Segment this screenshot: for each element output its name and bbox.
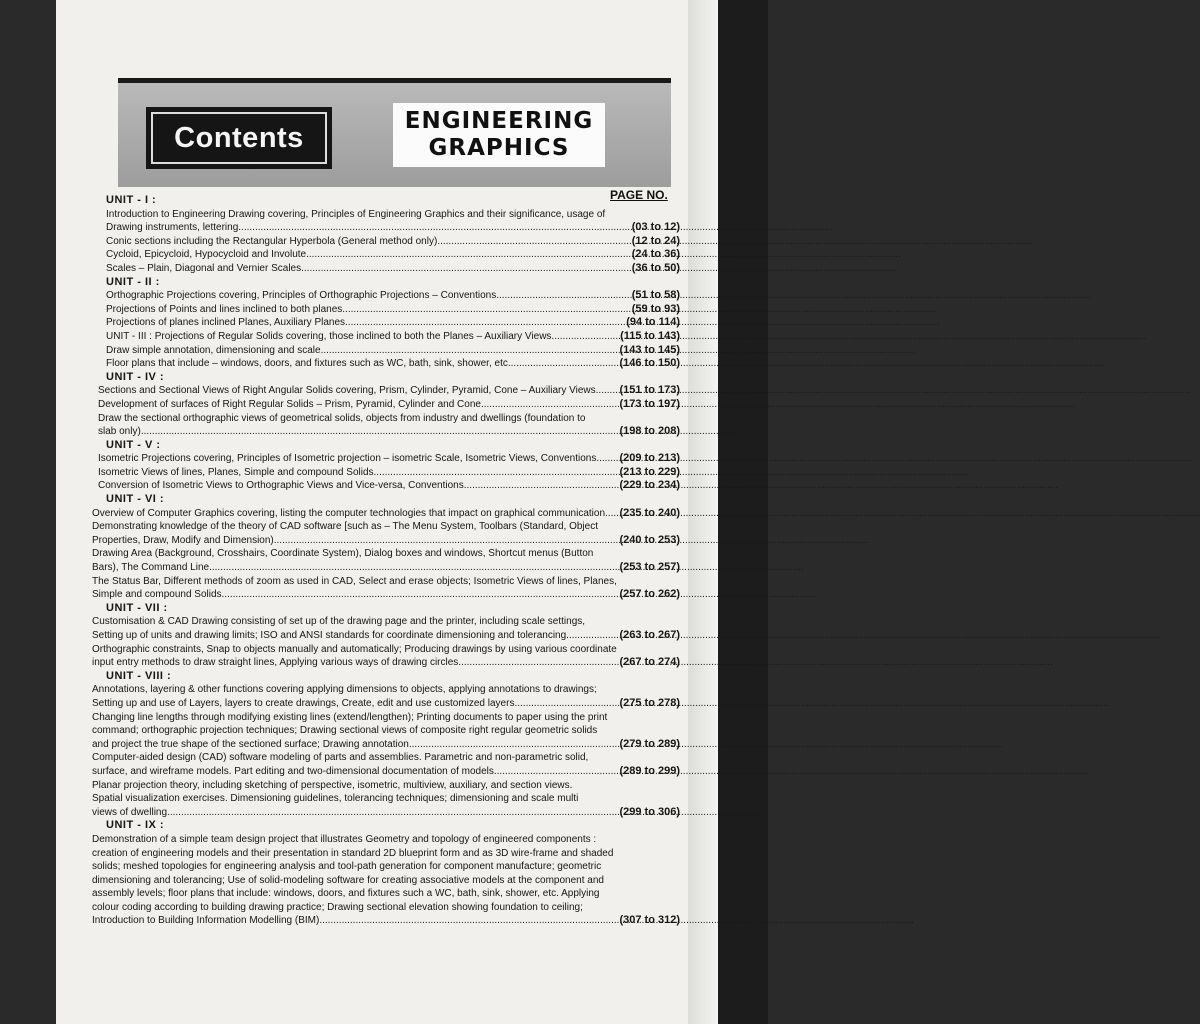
leader-dots xyxy=(274,534,618,548)
toc-entry-pages: (213 to 229) xyxy=(619,465,680,478)
toc-entry-text: Development of surfaces of Right Regular Solids – Prism, Pyramid, Cylinder and Cone xyxy=(98,398,481,410)
toc-entry-pages: (173 to 197) xyxy=(619,397,680,410)
toc-entry-lead: Draw the sectional orthographic views of geometrical solids, objects from industry and dwellings (foundation to xyxy=(98,412,586,424)
contents-label: Contents xyxy=(174,121,304,154)
unit-heading: UNIT - IV : xyxy=(106,370,165,383)
toc-entry xyxy=(88,235,680,249)
leader-dots xyxy=(481,398,618,412)
toc-entry xyxy=(88,833,680,928)
toc-entry-text: Sections and Sectional Views of Right Angular Solids covering, Prism, Cylinder, Pyramid, Cone – Auxiliary Views xyxy=(98,385,596,397)
toc-entry-text: Projections of Points and lines inclined to both planes xyxy=(106,303,343,315)
toc-entry-text: surface, and wireframe models. Part editing and two-dimensional documentation of models xyxy=(92,765,494,777)
toc-entry xyxy=(88,683,680,710)
subject-title-box xyxy=(393,103,605,167)
leader-dots xyxy=(566,629,617,643)
toc-entry xyxy=(88,779,680,820)
leader-dots xyxy=(437,235,629,249)
leader-dots xyxy=(209,561,617,575)
toc-entry-text: Introduction to Building Information Modelling (BIM) xyxy=(92,915,320,927)
toc-entry-pages: (229 to 234) xyxy=(619,479,680,492)
toc-entry-lead: assembly levels; floor plans that include: windows, doors, and fixtures such a WC, bath, sink, shower, etc. Applying xyxy=(92,888,600,900)
toc-entry xyxy=(88,452,680,466)
toc-entry-pages: (279 to 289) xyxy=(619,737,680,750)
leader-dots xyxy=(167,806,617,820)
leader-dots xyxy=(496,289,630,303)
unit-heading: UNIT - VII : xyxy=(106,601,168,614)
toc-entry-lead: Computer-aided design (CAD) software modeling of parts and assemblies. Parametric and non-parametric solid, xyxy=(92,752,589,764)
leader-dots xyxy=(345,316,624,330)
toc-entry-text: Properties, Draw, Modify and Dimension) xyxy=(92,534,274,546)
toc-entry-pages: (94 to 114) xyxy=(626,316,680,329)
leader-dots xyxy=(409,738,618,752)
toc-entry-pages: (151 to 173) xyxy=(619,384,680,397)
toc-entry-text: Conversion of Isometric Views to Orthographic Views and Vice-versa, Conventions xyxy=(98,480,464,492)
toc-entry-pages: (146 to 150) xyxy=(619,357,680,370)
toc-entry-text: Overview of Computer Graphics covering, listing the computer technologies that impact on graphical communication xyxy=(92,507,606,519)
toc-entry-text: Setting up of units and drawing limits; ISO and ANSI standards for coordinate dimensioning and tolerancing xyxy=(92,630,567,641)
unit-heading: UNIT - V : xyxy=(106,438,161,451)
toc-entry-text: Floor plans that include – windows, doors, and fixtures such as WC, bath, sink, shower, etc. xyxy=(106,358,511,370)
toc-entry-lead: Demonstration of a simple team design project that illustrates Geometry and topology of engineered components : xyxy=(92,833,597,845)
toc-entry-pages: (198 to 208) xyxy=(619,425,680,438)
toc-entry xyxy=(88,466,680,480)
toc-entry xyxy=(88,615,680,642)
toc-entry-text: input entry methods to draw straight lines, Applying various ways of drawing circles xyxy=(92,657,459,669)
toc-entry-pages: (240 to 253) xyxy=(619,533,680,546)
toc-entry-pages: (36 to 50) xyxy=(631,261,680,274)
toc-entry xyxy=(88,751,680,778)
leader-dots xyxy=(374,466,618,480)
toc-entry xyxy=(88,575,680,602)
toc-entry-pages: (289 to 299) xyxy=(619,764,680,777)
toc-entry-pages: (143 to 145) xyxy=(619,343,680,356)
toc-entry-lead: Introduction to Engineering Drawing covering, Principles of Engineering Graphics and their significance, usage of xyxy=(106,208,606,220)
toc-entry-lead: Annotations, layering & other functions covering applying dimensions to objects, applying annotations to drawings; xyxy=(92,684,597,696)
unit-heading: UNIT - VI : xyxy=(106,493,165,506)
toc-entry-pages: (24 to 36) xyxy=(631,248,680,261)
toc-entry-text: Conic sections including the Rectangular Hyperbola (General method only) xyxy=(106,235,438,247)
leader-dots xyxy=(514,697,617,711)
toc-entry xyxy=(88,357,680,371)
toc-entry-lead: colour coding according to building drawing practice; Drawing sectional elevation showing foundation to ceiling; xyxy=(92,901,583,913)
toc-entry xyxy=(88,412,680,439)
toc-entry-pages: (12 to 24) xyxy=(631,234,680,247)
toc-entry-lead: command; orthographic projection techniques; Drawing sectional views of composite right regular geometric solids xyxy=(92,725,598,737)
toc-entry-lead: Drawing Area (Background, Crosshairs, Coordinate System), Dialog boxes and windows, Shortcut menus (Button xyxy=(92,548,594,560)
toc-entry xyxy=(88,208,680,235)
toc-entry-pages: (209 to 213) xyxy=(619,452,680,465)
toc-entry-text: Projections of planes inclined Planes, Auxiliary Planes xyxy=(106,317,346,329)
leader-dots xyxy=(238,221,629,235)
toc-entry-text: Setting up and use of Layers, layers to create drawings, Create, edit and use customized layers xyxy=(92,697,515,709)
toc-entry-text: Bars), The Command Line xyxy=(92,562,210,574)
leader-dots xyxy=(321,344,618,358)
toc-entry-lead: Changing line lengths through modifying existing lines (extend/lengthen); Printing documents to paper using the print xyxy=(92,711,608,723)
toc-entry xyxy=(88,330,680,344)
toc-entry-lead: The Status Bar, Different methods of zoom as used in CAD, Select and erase objects; Isometric Views of lines, Planes, xyxy=(92,575,617,587)
toc-entry xyxy=(88,507,680,521)
leader-dots xyxy=(141,425,618,439)
toc-entry-text: and project the true shape of the sectioned surface; Drawing annotation xyxy=(92,738,409,750)
toc-entry xyxy=(88,547,680,574)
toc-entry-pages: (257 to 262) xyxy=(619,588,680,601)
toc-entry xyxy=(88,643,680,670)
toc-entry-pages: (253 to 257) xyxy=(619,561,680,574)
leader-dots xyxy=(306,248,630,262)
toc-entry xyxy=(88,344,680,358)
contents-label-box xyxy=(146,107,332,169)
toc-entry-lead: solids; meshed topologies for engineering analysis and tool-path generation for component manufacture; geometric xyxy=(92,861,602,873)
table-of-contents xyxy=(88,194,680,928)
leader-dots xyxy=(605,507,617,521)
leader-dots xyxy=(222,588,618,602)
toc-entry-pages: (299 to 306) xyxy=(619,805,680,818)
toc-entry-pages: (275 to 278) xyxy=(619,696,680,709)
leader-dots xyxy=(511,357,618,371)
toc-entry-text: Cycloid, Epicycloid, Hypocycloid and Involute xyxy=(106,249,307,261)
toc-entry-lead: Orthographic constraints, Snap to objects manually and automatically; Producing drawings by using various coordinate xyxy=(92,643,617,655)
leader-dots xyxy=(319,914,617,928)
toc-entry-lead: Planar projection theory, including sketching of perspective, isometric, multiview, auxiliary, and section views. xyxy=(92,779,573,791)
leader-dots xyxy=(551,330,618,344)
toc-entry xyxy=(88,303,680,317)
toc-entry-pages: (263 to 267) xyxy=(619,629,680,641)
toc-entry-pages: (115 to 143) xyxy=(620,329,680,342)
toc-entry xyxy=(88,289,680,303)
toc-entry-lead: Demonstrating knowledge of the theory of CAD software [such as – The Menu System, Toolbars (Standard, Object xyxy=(92,521,598,533)
leader-dots xyxy=(342,303,629,317)
toc-entry-text: views of dwelling xyxy=(92,806,168,818)
toc-entry-pages: (59 to 93) xyxy=(631,302,680,315)
toc-entry xyxy=(88,711,680,752)
unit-heading: UNIT - I : xyxy=(106,194,157,206)
subject-title-line2: GRAPHICS xyxy=(428,135,570,161)
leader-dots xyxy=(464,479,618,493)
toc-entry xyxy=(88,479,680,493)
toc-entry-pages: (307 to 312) xyxy=(619,914,680,927)
page-no-column-label: PAGE NO. xyxy=(610,188,668,202)
toc-entry-text: Simple and compound Solids xyxy=(92,589,222,601)
title-banner xyxy=(118,78,671,187)
toc-entry-text: Isometric Views of lines, Planes, Simple and compound Solids xyxy=(98,466,374,478)
toc-entry-text: Draw simple annotation, dimensioning and scale xyxy=(106,344,321,356)
toc-entry-text: slab only) xyxy=(98,426,141,438)
leader-dots xyxy=(596,384,618,398)
toc-entry-text: Isometric Projections covering, Principles of Isometric projection – isometric Scale, Isometric Views, Conventions xyxy=(98,453,597,465)
toc-entry xyxy=(88,262,680,276)
subject-title-line1: ENGINEERING xyxy=(404,108,594,134)
toc-entry-lead: dimensioning and tolerancing; Use of solid-modeling software for creating associative models at the component and xyxy=(92,874,604,886)
unit-heading: UNIT - II : xyxy=(106,275,160,288)
toc-entry-lead: Spatial visualization exercises. Dimensioning guidelines, tolerancing techniques; dimensioning and scale multi xyxy=(92,793,579,805)
toc-entry-pages: (03 to 12) xyxy=(631,221,680,234)
toc-entry xyxy=(88,398,680,412)
unit-heading: UNIT - VIII : xyxy=(106,669,172,682)
toc-entry-lead: creation of engineering models and their presentation in standard 2D blueprint form and as 3D wire-frame and shaded xyxy=(92,847,614,859)
toc-entry xyxy=(88,248,680,262)
toc-entry-text: Scales – Plain, Diagonal and Vernier Scales xyxy=(106,262,302,274)
toc-entry-text: UNIT - III : Projections of Regular Solids covering, those inclined to both the Planes – Auxiliary Views xyxy=(106,330,552,342)
unit-heading: UNIT - IX : xyxy=(106,819,165,832)
toc-entry-text: Drawing instruments, lettering xyxy=(106,222,239,234)
toc-entry xyxy=(88,316,680,330)
leader-dots xyxy=(301,262,630,276)
toc-entry-lead: Customisation & CAD Drawing consisting of set up of the drawing page and the printer, including scale settings, xyxy=(92,616,586,628)
toc-entry-pages: (235 to 240) xyxy=(619,506,680,519)
toc-entry-text: Orthographic Projections covering, Principles of Orthographic Projections – Conventions xyxy=(106,290,497,302)
toc-entry-pages: (267 to 274) xyxy=(619,656,680,669)
leader-dots xyxy=(596,452,617,466)
leader-dots xyxy=(494,765,618,779)
leader-dots xyxy=(458,656,617,670)
toc-entry xyxy=(88,384,680,398)
toc-entry xyxy=(88,520,680,547)
toc-entry-pages: (51 to 58) xyxy=(631,289,680,302)
